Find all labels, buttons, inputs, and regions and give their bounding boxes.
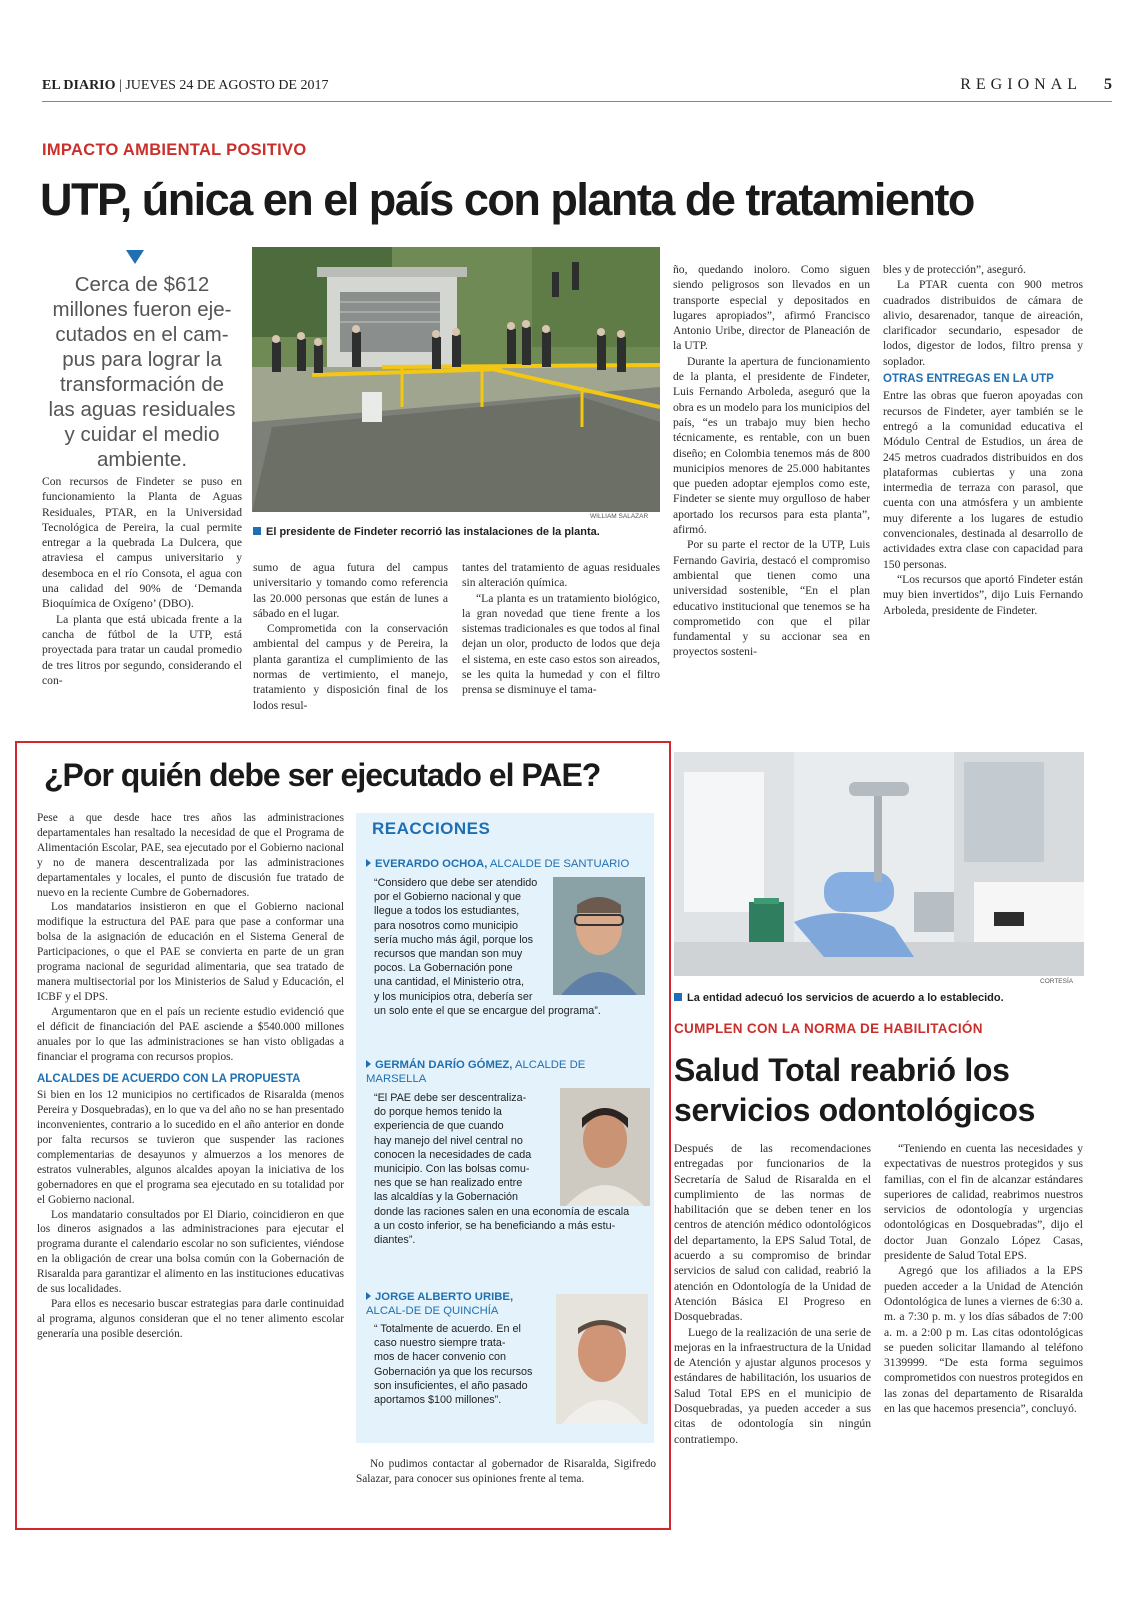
- reaction-role: ALCAL-DE DE QUINCHÍA: [366, 1305, 499, 1317]
- quote-line: pocos. La Gobernación pone: [374, 962, 513, 975]
- reaction-name: [366, 1058, 646, 1086]
- story2-footnote: [356, 1457, 656, 1487]
- reaction-person: EVERARDO OCHOA,: [375, 858, 488, 870]
- quote-line: una cantidad, el Ministerio otra,: [374, 976, 525, 989]
- story1-column-5: [883, 262, 1083, 618]
- quote-line: por el Gobierno nacional y que: [374, 891, 522, 904]
- quote-line: recursos que mandan son muy: [374, 948, 523, 961]
- story1-column-2: [253, 560, 448, 713]
- quote-line: “El PAE debe ser descentraliza-: [374, 1092, 527, 1104]
- reaction-person: GERMÁN DARÍO GÓMEZ,: [375, 1059, 513, 1071]
- paragraph: Con recursos de Findeter se puso en funcionamiento la Planta de Aguas Residuales, PTAR, en la Universidad Tecnológica de Pereira, la cual permite entregar a la quebrada La Dulcera, que atraviesa el campus universitario y desemboca en el río Consota, el agua con una calidad del 90% de ‘Demanda Bioquímica de Oxígeno’ (DBO).: [42, 475, 242, 611]
- quote-line: “ Totalmente de acuerdo. En el: [374, 1323, 521, 1335]
- dental-office-photo: [674, 752, 1084, 976]
- deck-line: cutados en el cam-: [55, 323, 229, 346]
- quote-line: mos de hacer convenio con: [374, 1351, 507, 1364]
- deck-line: Cerca de $612: [74, 273, 210, 296]
- headline-line: servicios odontológicos: [674, 1092, 1036, 1128]
- quote-line: nes que se han realizado entre: [374, 1177, 523, 1190]
- paragraph: Argumentaron que en el país un reciente estudio evidenció que el déficit de financiación del PAE asciende a $540.000 millones anuales por lo que las administraciones se han visto obligadas a financiar el programa con recursos propios.: [37, 1005, 344, 1063]
- triangle-bullet-icon: [366, 1060, 371, 1068]
- paragraph: Entre las obras que fueron apoyadas con recursos de Findeter, ayer también se le entregó a la comunidad educativa el Módulo Central de Estudios, un área de 245 metros cuadrados distribuidos en dos plataformas cubiertas y una zona intermedia de terraza con parasol, que cuenta con una atmósfera y un ambiente muy diferente a los lugares de estudio convencionales, destinada al desarrollo de actividades extra clase con capacidad para 150 personas.: [883, 389, 1083, 571]
- paragraph: Después de las recomendaciones entregadas por funcionarios de la Secretaría de Salud de Risaralda en el cumplimiento de las normas de habilitación que se deben tener en los centros de atención médico odontológicos del departamento, la EPS Salud Total, de acuerdo a su compromiso de brindar servicios de salud con calidad, reabrió la atención en Odontología de la Unidad de Atención Básica El Progreso en Dosquebradas.: [674, 1142, 871, 1324]
- reactions-title: REACCIONES: [372, 819, 491, 838]
- quote-line: un solo ente el que se encargue del programa”.: [374, 1004, 601, 1017]
- quote-line: experiencia de que cuando: [374, 1120, 504, 1133]
- quote-line: conocen la necesidades de cada: [374, 1148, 532, 1161]
- reaction-name: [366, 857, 646, 871]
- section-name: REGIONAL: [960, 76, 1082, 93]
- paragraph: sumo de agua futura del campus universitario y tomando como referencia las 20.000 personas que están de lunes a sábado en el lugar.: [253, 561, 448, 620]
- triangle-bullet-icon: [366, 859, 371, 867]
- caption-square-icon: [253, 527, 261, 535]
- quote-line: para nosotros como municipio: [374, 919, 519, 932]
- paragraph: bles y de protección”, aseguró.: [883, 263, 1026, 276]
- reaction-person: JORGE ALBERTO URIBE,: [375, 1291, 514, 1303]
- quote-line: donde las raciones salen en una economía de escala: [374, 1205, 630, 1218]
- paragraph: No pudimos contactar al gobernador de Risaralda, Sigifredo Salazar, para conocer sus opiniones frente al tema.: [356, 1458, 656, 1485]
- photo2-caption: [674, 992, 1084, 1004]
- portrait-uribe: [556, 1294, 648, 1424]
- paragraph: tantes del tratamiento de aguas residuales sin alteración química.: [462, 561, 660, 590]
- photo1-credit: WILLIAM SALAZAR: [590, 513, 649, 520]
- portrait-ochoa: [553, 877, 645, 995]
- story1-headline: UTP, única en el país con planta de tratamiento: [40, 174, 974, 225]
- headline-line: Salud Total reabrió los: [674, 1052, 1010, 1088]
- deck-line: ambiente.: [96, 448, 188, 471]
- paragraph: Si bien en los 12 municipios no certificados de Risaralda (menos Pereira y Dosquebradas), en lo que va del año no se han presentado inconvenientes, contrario a lo sucedido en el año anterior en donde por falta recursos se tuvieron que suspender las raciones complementarias de desayunos y almuerzos a los menores de estratos vulnerables, algunos alcaldes apoyan la iniciativa de los gobernadores en que el programa sea ejecutado en su totalidad por el Gobierno nacional.: [37, 1089, 344, 1206]
- quote-line: y los municipios otra, debería ser: [374, 990, 533, 1003]
- pointer-triangle-icon: [126, 250, 144, 264]
- issue-date: JUEVES 24 DE AGOSTO DE 2017: [125, 78, 329, 93]
- quote-line: municipio. Con las bolsas comu-: [374, 1163, 530, 1176]
- paper-name: EL DIARIO: [42, 78, 116, 93]
- deck-line: y cuidar el medio: [64, 423, 220, 446]
- story2-subhead: ALCALDES DE ACUERDO CON LA PROPUESTA: [37, 1073, 301, 1086]
- paragraph: Comprometida con la conservación ambiental del campus y de Pereira, la planta garantiza el cumplimiento de las normas de vertimiento, el manejo, tratamiento y disposición final de los lodos resul-: [253, 622, 448, 712]
- quote-line: Gobernación ya que los recursos: [374, 1365, 533, 1378]
- quote-line: diantes”.: [374, 1234, 416, 1247]
- paragraph: Para ellos es necesario buscar estrategias para darle continuidad al programa, algunos consideran que el no tener alimento escolar generaría una posible deserción.: [37, 1298, 344, 1340]
- story3-headline: [674, 1050, 1035, 1130]
- deck-line: pus para lograr la: [62, 348, 222, 371]
- treatment-plant-photo: [252, 247, 660, 512]
- paragraph: “Los recursos que aportó Findeter están muy bien invertidos”, dijo Luis Fernando Arboleda, presidente de Findeter.: [883, 572, 1083, 617]
- triangle-bullet-icon: [366, 1292, 371, 1300]
- masthead-separator: |: [119, 78, 122, 93]
- quote-line: las alcaldías y la Gobernación: [374, 1191, 519, 1204]
- reaction-role: ALCALDE DE MARSELLA: [366, 1059, 586, 1085]
- caption-text: El presidente de Findeter recorrió las instalaciones de la planta.: [266, 526, 600, 538]
- reaction-role: ALCALDE DE SANTUARIO: [489, 858, 630, 870]
- story2-column-1: [37, 811, 344, 1342]
- quote-line: do porque hemos tenido la: [374, 1106, 502, 1119]
- paragraph: Pese a que desde hace tres años las administraciones departamentales han resaltado la necesidad de que el Programa de Alimentación Escolar, PAE, sea ejecutado por el Gobierno nacional y no de manera descentralizada por las administraciones departamentales y locales, el punto de discusión fue tratado de nuevo en la reciente Cumbre de Gobernadores.: [37, 812, 344, 899]
- deck-line: millones fueron eje-: [52, 298, 232, 321]
- paragraph: Por su parte el rector de la UTP, Luis Fernando Gaviria, destacó el compromiso ambiental que tienen como una universidad sostenible, “En el plan educativo institucional que tenemos se ha comprometido con que el pilar fundamental y su accionar sea en proyectos sosteni-: [673, 538, 870, 659]
- quote-line: son insuficientes, el año pasado: [374, 1379, 528, 1392]
- paragraph: Luego de la realización de una serie de mejoras en la infraestructura de la Unidad de Atención y ajustar algunos procesos y estándares de habilitación, los usuarios de Salud Total EPS en el municipio de Dosquebradas, ya pueden acceder a sus citas de odontología sin ningún contratiempo.: [674, 1325, 871, 1446]
- story1-deck: [42, 272, 242, 472]
- story2-headline: ¿Por quién debe ser ejecutado el PAE?: [44, 757, 601, 793]
- caption-text: La entidad adecuó los servicios de acuerdo a lo establecido.: [687, 992, 1004, 1004]
- quote-line: caso nuestro siempre trata-: [374, 1337, 506, 1350]
- story1-column-1: [42, 474, 242, 688]
- quote-line: hay manejo del nivel central no: [374, 1134, 523, 1147]
- paragraph: La planta que está ubicada frente a la cancha de fútbol de la UTP, está proyectada para tratar un caudal promedio de tres litros por segundo, considerando el con-: [42, 612, 242, 687]
- reaction-name: [366, 1290, 554, 1318]
- photo1-caption: [253, 526, 661, 538]
- paragraph: ño, quedando inoloro. Como siguen siendo peligrosos son llevados en un transporte especial y depositados en lugares apropiados”, afirmó Francisco Antonio Uribe, director de Planeación de la UTP.: [673, 263, 870, 353]
- quote-line: a un costo inferior, se ha beneficiando a más estu-: [374, 1219, 616, 1232]
- quote-line: aportamos $100 millones”.: [374, 1394, 502, 1407]
- portrait-gomez: [560, 1088, 650, 1206]
- masthead: [42, 74, 1112, 102]
- story1-kicker: IMPACTO AMBIENTAL POSITIVO: [42, 141, 307, 159]
- story1-column-4: [673, 262, 870, 660]
- deck-line: las aguas residuales: [48, 398, 236, 421]
- deck-line: transformación de: [59, 373, 225, 396]
- paragraph: Durante la apertura de funcionamiento de la planta, el presidente de Findeter, Luis Fernando Arboleda, aseguró que la obra es un modelo para los municipios del país, “es un trabajo muy bien hecho técnicamente, es rentable, con un buen diseño; en Colombia tenemos más de 800 municipios menores de 25.000 habitantes que pueden adoptar ejemplos como este, Findeter se siente muy orgulloso de haber aportado los recursos para esta planta”, afirmó.: [673, 354, 870, 537]
- story3-column-2: [884, 1141, 1083, 1416]
- quote-line: llegue a todos los estudiantes,: [374, 905, 520, 918]
- paragraph: “La planta es un tratamiento biológico, la gran novedad que tiene frente a los sistemas tradicionales es que todos al final dejan un olor, producto de lodos que deja el sistema, en este caso estos son aireados, se les quita la humedad y con el filtro prensa se disminuye el tama-: [462, 591, 660, 697]
- quote-line: “Considero que debe ser atendido: [374, 877, 538, 889]
- photo2-credit: CORTESÍA: [1040, 978, 1074, 985]
- story3-column-1: [674, 1141, 871, 1447]
- story3-kicker: CUMPLEN CON LA NORMA DE HABILITACIÓN: [674, 1021, 983, 1036]
- page-number: 5: [1104, 76, 1112, 93]
- paragraph: La PTAR cuenta con 900 metros cuadrados distribuidos de cámara de alivio, desarenador, tanque de aireación, clarificador secundario, espesador de lodos, digestor de lodos, filtro prensa y soplador.: [883, 278, 1083, 368]
- masthead-left: [42, 78, 328, 94]
- quote-line: sería mucho más ágil, porque los: [374, 933, 534, 946]
- paragraph: Agregó que los afiliados a la EPS pueden acceder a la Unidad de Atención Odontológica de lunes a viernes de 6:30 a. m. a 7:30 p. m. y los días sábados de 7:00 a. m. a 2:00 p m. Las citas odontológicas se pueden solicitar llamando al teléfono 3139999. “De esta forma seguimos comprometidos con nuestros protegidos en las zonas del departamento de Risaralda en las que hacemos presencia”, concluyó.: [884, 1264, 1083, 1416]
- paragraph: Los mandatario consultados por El Diario, coincidieron en que los dineros asignados a las administraciones para ejecutar el programa durante el calendario escolar no son suficientes, viéndose en la obligación de crear una bolsa común con la Gobernación de Risaralda para garantizar el alimento en las instituciones educativas de sus localidades.: [37, 1208, 344, 1296]
- paragraph: “Teniendo en cuenta las necesidades y expectativas de nuestros protegidos y sus familias, con el fin de alcanzar estándares superiores de calidad, reabrimos nuestros servicios de odontología y urgencias odontológicas en Dosquebradas”, dijo el doctor Juan Gonzalo López Casas, presidente de Salud Total EPS.: [884, 1142, 1083, 1263]
- story1-subhead: OTRAS ENTREGAS EN LA UTP: [883, 373, 1054, 386]
- caption-square-icon: [674, 993, 682, 1001]
- masthead-right: [960, 76, 1112, 94]
- paragraph: Los mandatarios insistieron en que el Gobierno nacional modifique la estructura del PAE para que pase a conformar una bolsa de la asignación de educación en el Sistema General de Participaciones, o que el PAE se convierta en parte de un gran programa nacional de seguridad alimentaria, que sea tratado de manera multisectorial por los Ministerios de Salud y Educación, el ICBF y el DPS.: [37, 901, 344, 1003]
- reaction-quote: [374, 1322, 564, 1407]
- story1-column-3: [462, 560, 660, 698]
